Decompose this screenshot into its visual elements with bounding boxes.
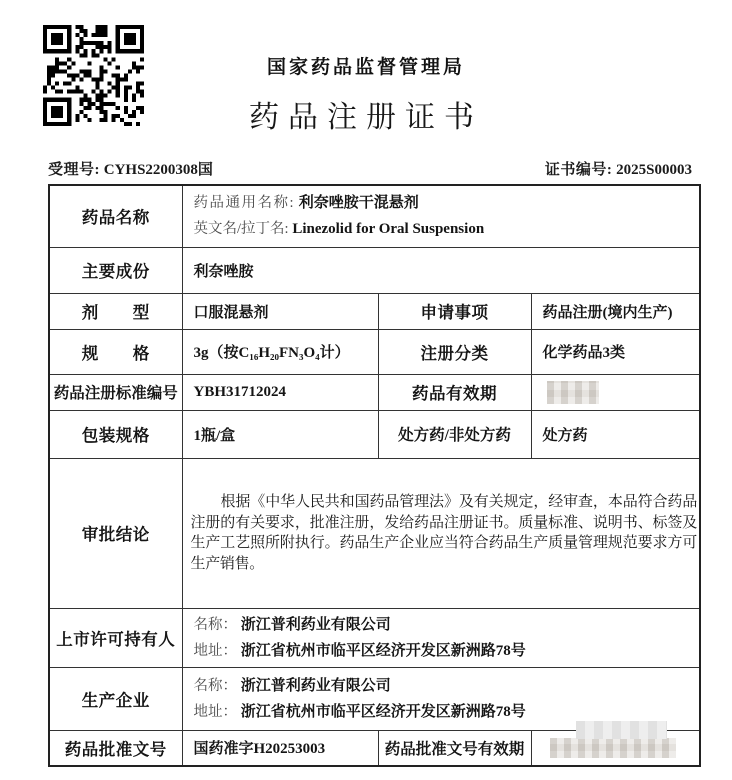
approval-no-value: 国药准字H20253003 <box>182 730 378 766</box>
package-spec-label: 包装规格 <box>49 410 182 458</box>
main-ingredient-value: 利奈唑胺 <box>182 247 700 293</box>
application-item-label: 申请事项 <box>378 293 531 329</box>
generic-name-value: 利奈唑胺干混悬剂 <box>298 195 419 212</box>
pixelation-artifact <box>576 721 667 739</box>
registration-standard-no-value: YBH31712024 <box>182 374 378 410</box>
specification-label: 规 格 <box>49 329 182 374</box>
redacted-approval-validity <box>550 738 676 758</box>
acceptance-number-value: CYHS2200308国 <box>103 162 213 178</box>
manufacturer-name-value: 浙江普利药业有限公司 <box>240 677 391 694</box>
approval-conclusion-cell <box>182 458 700 608</box>
holder-address-value: 浙江省杭州市临平区经济开发区新洲路78号 <box>240 642 526 659</box>
acceptance-number <box>48 158 213 179</box>
certificate-number-value: 2025S00003 <box>616 162 692 178</box>
acceptance-number-label: 受理号: <box>48 162 100 178</box>
main-ingredient-label: 主要成份 <box>49 247 182 293</box>
table-row <box>49 247 700 293</box>
english-name-value: Linezolid for Oral Suspension <box>292 221 485 238</box>
dosage-form-label: 剂 型 <box>49 293 182 329</box>
manufacturer-name-label: 名称： <box>193 677 237 694</box>
drug-validity-value-cell <box>531 374 700 410</box>
manufacturer-address-label: 地址： <box>193 703 237 720</box>
specification-value: 3g（按C₁₆H₂₀FN₃O₄计） <box>182 329 378 374</box>
dosage-form-value: 口服混悬剂 <box>182 293 378 329</box>
registration-category-value: 化学药品3类 <box>531 329 700 374</box>
table-row <box>49 458 700 608</box>
package-spec-value: 1瓶/盒 <box>182 410 378 458</box>
license-holder-cell <box>182 608 700 667</box>
approval-conclusion-text: 根据《中华人民共和国药品管理法》及有关规定，经审查，本品符合药品注册的有关要求，批准注册，发给药品注册证书。质量标准、说明书、标签及生产工艺照所附执行。药品生产企业应当符合药品生产质量管理规范要求方可生产销售。 <box>190 494 698 572</box>
registration-standard-no-label: 药品注册标准编号 <box>49 374 182 410</box>
holder-name-label: 名称： <box>193 616 237 633</box>
approval-conclusion-label: 审批结论 <box>49 458 182 608</box>
prescription-type-label: 处方药/非处方药 <box>378 410 531 458</box>
redacted-drug-validity <box>547 381 599 404</box>
certificate-number-label: 证书编号: <box>544 162 613 178</box>
prescription-type-value: 处方药 <box>531 410 700 458</box>
drug-name-label: 药品名称 <box>49 185 182 247</box>
application-item-value: 药品注册(境内生产) <box>531 293 700 329</box>
table-row <box>49 293 700 329</box>
manufacturer-label: 生产企业 <box>49 667 182 730</box>
reference-numbers-row <box>48 158 692 179</box>
page-title: 药品注册证书 <box>249 101 483 134</box>
issuing-authority: 国家药品监督管理局 <box>266 57 465 78</box>
certificate-table <box>48 184 701 767</box>
registration-category-label: 注册分类 <box>378 329 531 374</box>
table-row <box>49 608 700 667</box>
holder-name-value: 浙江普利药业有限公司 <box>240 616 391 633</box>
generic-name-label: 药品通用名称: <box>193 195 296 212</box>
english-name-label: 英文名/拉丁名: <box>193 221 289 238</box>
table-row <box>49 185 700 247</box>
drug-validity-label: 药品有效期 <box>378 374 531 410</box>
approval-no-validity-label: 药品批准文号有效期 <box>378 730 531 766</box>
manufacturer-address-value: 浙江省杭州市临平区经济开发区新洲路78号 <box>240 703 526 720</box>
table-row <box>49 329 700 374</box>
approval-no-label: 药品批准文号 <box>49 730 182 766</box>
drug-name-value-cell <box>182 185 700 247</box>
holder-address-label: 地址： <box>193 642 237 659</box>
table-row <box>49 374 700 410</box>
table-row <box>49 410 700 458</box>
license-holder-label: 上市许可持有人 <box>49 608 182 667</box>
certificate-number <box>545 158 692 179</box>
